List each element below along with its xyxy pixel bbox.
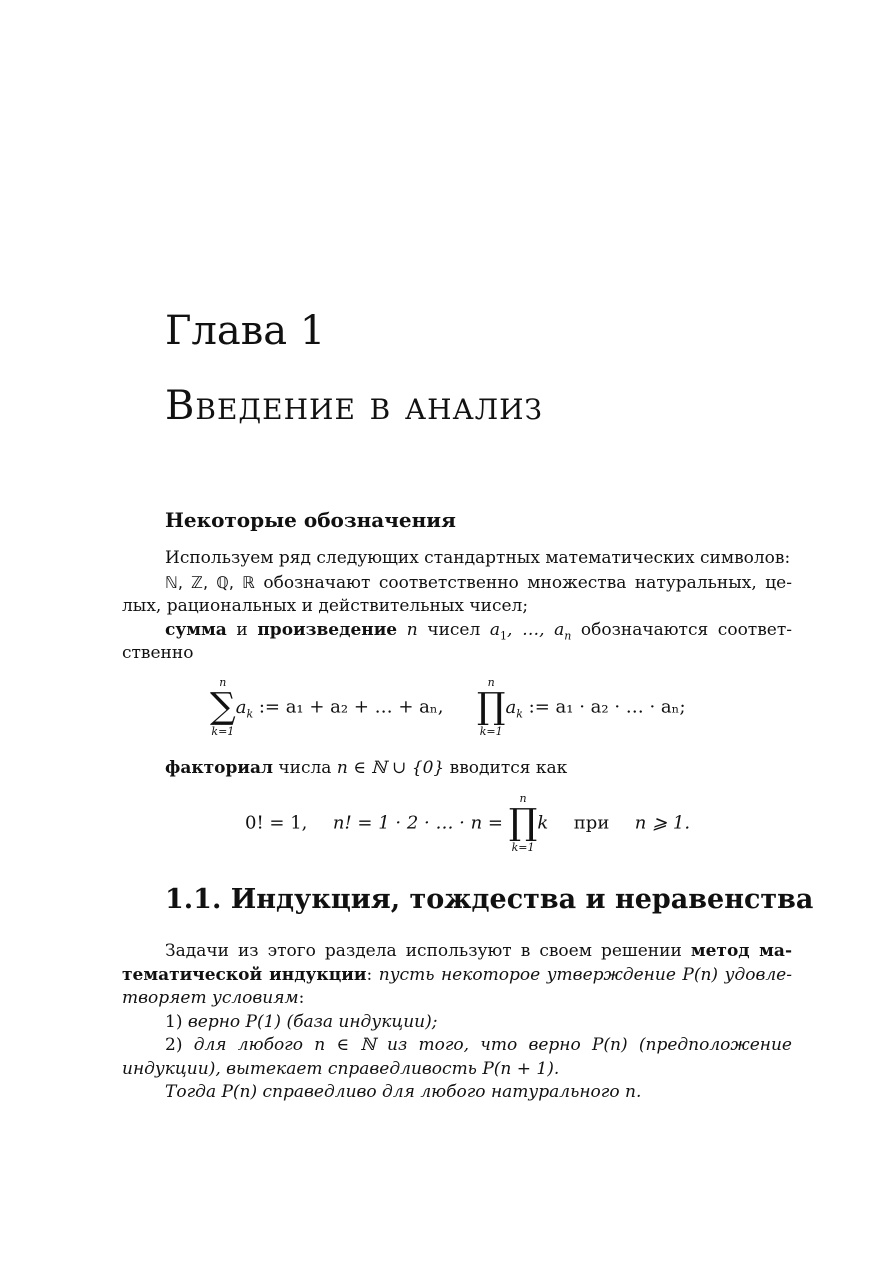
product-operator xyxy=(477,676,506,738)
fact-lower-limit: k=1 xyxy=(511,841,535,854)
chapter-title: Введение в анализ xyxy=(165,383,543,429)
notation-paragraph xyxy=(122,547,792,666)
factorial-k: k xyxy=(537,812,549,834)
factorial-when: при xyxy=(573,812,610,834)
product-term: произведение xyxy=(257,619,398,640)
sum-formula-rhs: := a₁ + a₂ + … + aₙ, xyxy=(253,696,444,718)
sum-text-2: обозначаются соответ- xyxy=(571,619,792,640)
induction-condition: пусть некоторое утверждение P(n) удовле-творяет условиям xyxy=(122,964,792,1008)
section-heading: 1.1. Индукция, тождества и неравенства xyxy=(165,884,814,915)
sum-lower-limit: k=1 xyxy=(211,725,235,738)
sum-product-description: сумма и произведение n чисел $a_1$, …, $a_n$ обозначаются соответ- ственно xyxy=(122,619,792,663)
sum-upper-limit: n xyxy=(219,676,227,689)
induction-intro: Задачи из этого раздела используют в своем решении метод ма-тематической индукции: пусть некоторое утверждение P(n) удовле-творяет условиям: xyxy=(122,941,793,1008)
prod-symbol: ∏ xyxy=(476,686,506,727)
induction-base: верно P(1) (база индукции); xyxy=(187,1011,438,1032)
fact-upper-limit: n xyxy=(519,792,527,805)
sum-term: сумма xyxy=(165,619,227,640)
sets-text-cont: лых, рациональных и действительных чисел; xyxy=(122,596,529,616)
factorial-text: числа xyxy=(273,758,337,778)
sets-text: обозначают соответственно множества натуральных, це- xyxy=(254,572,792,593)
induction-conclusion: Тогда P(n) справедливо для любого натурального n. xyxy=(165,1082,642,1102)
fact-prod-symbol: ∏ xyxy=(508,802,538,843)
induction-method-term: метод ма-тематической индукции xyxy=(122,941,793,985)
chapter-label: Глава 1 xyxy=(165,308,326,354)
prod-lower-limit: k=1 xyxy=(479,725,503,738)
sum-symbol: ∑ xyxy=(210,686,236,727)
factorial-zero: 0! = 1, xyxy=(245,812,308,834)
number-sets-symbols: ℕ, ℤ, ℚ, ℝ xyxy=(165,572,255,592)
notation-intro: Используем ряд следующих стандартных математических символов: xyxy=(165,548,791,568)
induction-item-1: 1) верно P(1) (база индукции); xyxy=(165,1011,438,1032)
factorial-paragraph xyxy=(122,757,792,781)
factorial-set: n ∈ ℕ ∪ {0} xyxy=(336,758,445,778)
factorial-formula xyxy=(245,792,690,854)
sum-text-3: ственно xyxy=(122,643,194,663)
factorial-cond: n ⩾ 1. xyxy=(634,812,691,834)
induction-paragraph xyxy=(122,940,792,1105)
and-word: и xyxy=(226,619,258,640)
sum-product-formula: n ∑ k=1 $a_k$ := a₁ + a₂ + … + aₙ, n ∏ k=1 $a_k$ := a₁ · a₂ · … · aₙ; xyxy=(210,676,686,738)
factorial-term: факториал xyxy=(165,758,273,778)
induction-item-2: 2) для любого n ∈ ℕ из того, что верно P(n) (предположение индукции), вытекает справедливость P(n + 1). xyxy=(122,1035,792,1079)
sum-operator xyxy=(210,676,236,738)
sets-description xyxy=(122,571,792,619)
notation-heading: Некоторые обозначения xyxy=(165,508,456,532)
sum-text: чисел xyxy=(417,619,490,640)
factorial-product-operator xyxy=(509,792,538,854)
induction-text: Задачи из этого раздела используют в своем решении xyxy=(165,941,691,961)
induction-step: для любого n ∈ ℕ из того, что верно P(n) (предположение индукции), вытекает справедливость P(n + 1). xyxy=(122,1035,792,1079)
factorial-def: n! = 1 · 2 · … · n = xyxy=(332,812,504,834)
factorial-text-2: вводится как xyxy=(444,758,568,778)
prod-formula-rhs: := a₁ · a₂ · … · aₙ; xyxy=(522,696,686,718)
prod-upper-limit: n xyxy=(487,676,495,689)
